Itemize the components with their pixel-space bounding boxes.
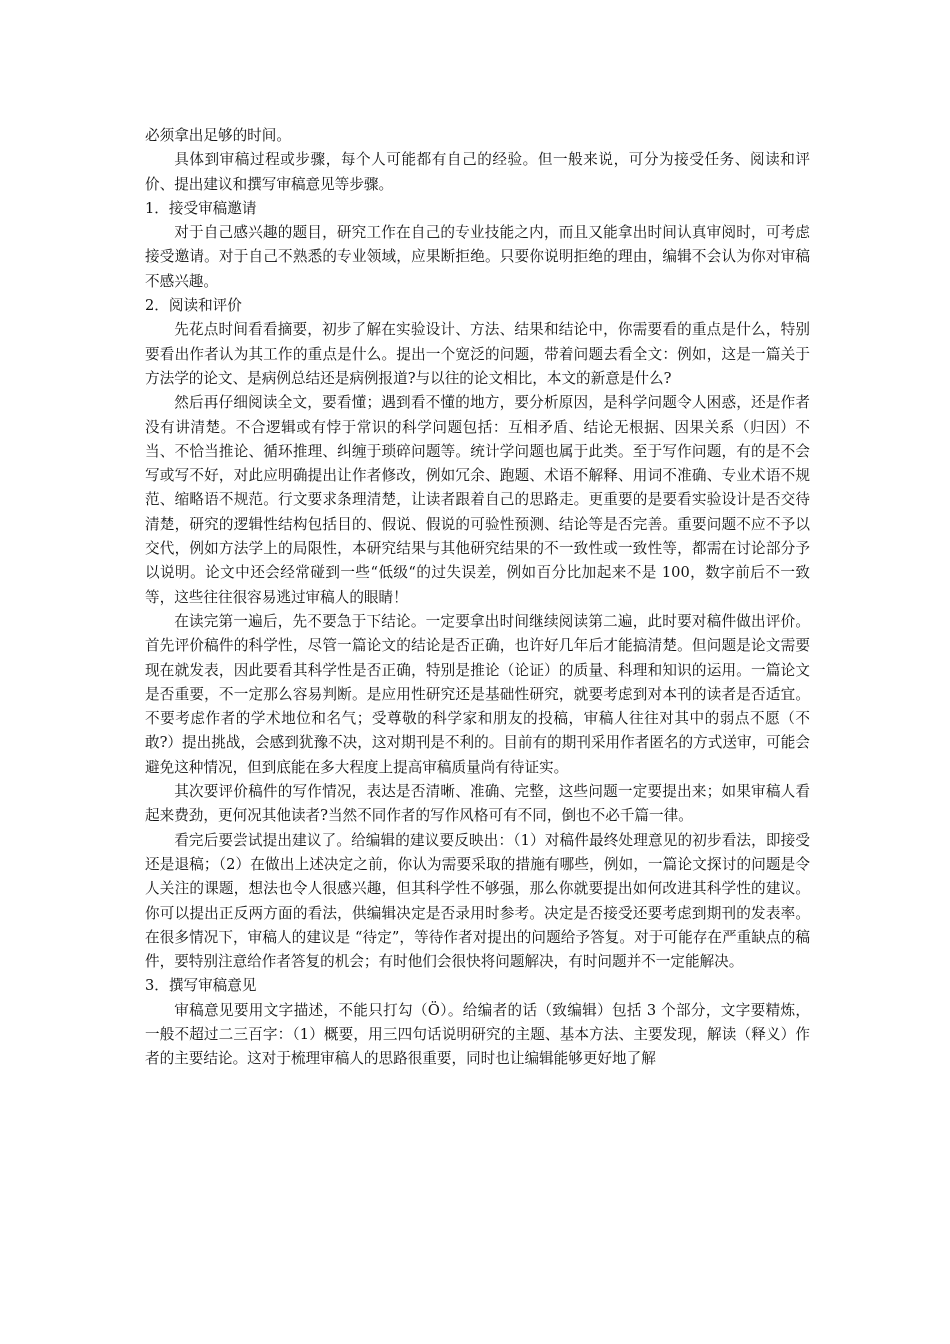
section-heading-accept-invitation: 1．接受审稿邀请 [145, 199, 257, 217]
paragraph-continuation: 必须拿出足够的时间。 [145, 127, 291, 144]
section-heading-read-and-evaluate: 2．阅读和评价 [145, 297, 242, 315]
paragraph-write-opinion: 审稿意见要用文字描述，不能只打勾（Ö）。给编者的话（致编辑）包括 3 个部分，文字要精炼，一般不超过二三百字：（1）概要，用三四句话说明研究的主题、基本方法、主要发现，解读（释义）作者的主要结论。这对于梳理审稿人的思路很重要，同时也让编辑能够更好地了解 [145, 1001, 810, 1068]
paragraph-suggestions: 看完后要尝试提出建议了。给编辑的建议要反映出：（1）对稿件最终处理意见的初步看法，即接受还是退稿；（2）在做出上述决定之前，你认为需要采取的措施有哪些，例如，一篇论文探讨的问题是令人关注的课题，想法也令人很感兴趣，但其科学性不够强，那么你就要提出如何改进其科学性的建议。你可以提出正反两方面的看法，供编辑决定是否录用时参考。决定是否接受还要考虑到期刊的发表率。在很多情况下，审稿人的建议是 “待定”，等待作者对提出的问题给予答复。对于可能存在严重缺点的稿件，要特别注意给作者答复的机会；有时他们会很快将问题解决，有时问题并不一定能解决。 [145, 831, 810, 971]
paragraph-second-reading: 在读完第一遍后，先不要急于下结论。一定要拿出时间继续阅读第二遍，此时要对稿件做出评价。首先评价稿件的科学性，尽管一篇论文的结论是否正确，也许好几年后才能搞清楚。但问题是论文需要现在就发表，因此要看其科学性是否正确，特别是推论（论证）的质量、科理和知识的运用。一篇论文是否重要，不一定那么容易判断。是应用性研究还是基础性研究，就要考虑到对本刊的读者是否适宜。不要考虑作者的学术地位和名气；受尊敬的科学家和朋友的投稿，审稿人往往对其中的弱点不愿（不敢?）提出挑战，会感到犹豫不决，这对期刊是不利的。目前有的期刊采用作者匿名的方式送审，可能会避免这种情况，但到底能在多大程度上提高审稿质量尚有待证实。 [145, 612, 810, 776]
paragraph-writing-evaluation: 其次要评价稿件的写作情况，表达是否清晰、准确、完整，这些问题一定要提出来；如果审稿人看起来费劲，更何况其他读者?当然不同作者的写作风格可有不同，倒也不必千篇一律。 [145, 783, 810, 825]
paragraph-read-full-text: 然后再仔细阅读全文，要看懂；遇到看不懂的地方，要分析原因，是科学问题令人困惑，还是作者没有讲清楚。不合逻辑或有悖于常识的科学问题包括：互相矛盾、结论无根据、因果关系（归因）不当、不恰当推论、循环推理、纠缠于琐碎问题等。统计学问题也属于此类。至于写作问题，有的是不会写或写不好，对此应明确提出让作者修改，例如冗余、跑题、术语不解释、用词不准确、专业术语不规范、缩略语不规范。行文要求条理清楚，让读者跟着自己的思路走。更重要的是要看实验设计是否交待清楚，研究的逻辑性结构包括目的、假说、假说的可验性预测、结论等是否完善。重要问题不应不予以交代，例如方法学上的局限性，本研究结果与其他研究结果的不一致性或一致性等，都需在讨论部分予以说明。论文中还会经常碰到一些“低级“的过失误差，例如百分比加起来不是 100，数字前后不一致等，这些往往很容易逃过审稿人的眼睛！ [145, 394, 810, 606]
paragraph-review-steps-intro: 具体到审稿过程或步骤，每个人可能都有自己的经验。但一般来说，可分为接受任务、阅读和评价、提出建议和撰写审稿意见等步骤。 [145, 151, 810, 193]
paragraph-accept-invitation: 对于自己感兴趣的题目，研究工作在自己的专业技能之内，而且又能拿出时间认真审阅时，可考虑接受邀请。对于自己不熟悉的专业领域，应果断拒绝。只要你说明拒绝的理由，编辑不会认为你对审稿不感兴趣。 [145, 224, 810, 290]
document-body [145, 124, 810, 1072]
section-heading-write-opinion: 3．撰写审稿意见 [145, 977, 257, 995]
paragraph-read-abstract: 先花点时间看看摘要，初步了解在实验设计、方法、结果和结论中，你需要看的重点是什么，特别要看出作者认为其工作的重点是什么。提出一个宽泛的问题，带着问题去看全文：例如，这是一篇关于方法学的论文、是病例总结还是病例报道?与以往的论文相比，本文的新意是什么? [145, 321, 810, 387]
